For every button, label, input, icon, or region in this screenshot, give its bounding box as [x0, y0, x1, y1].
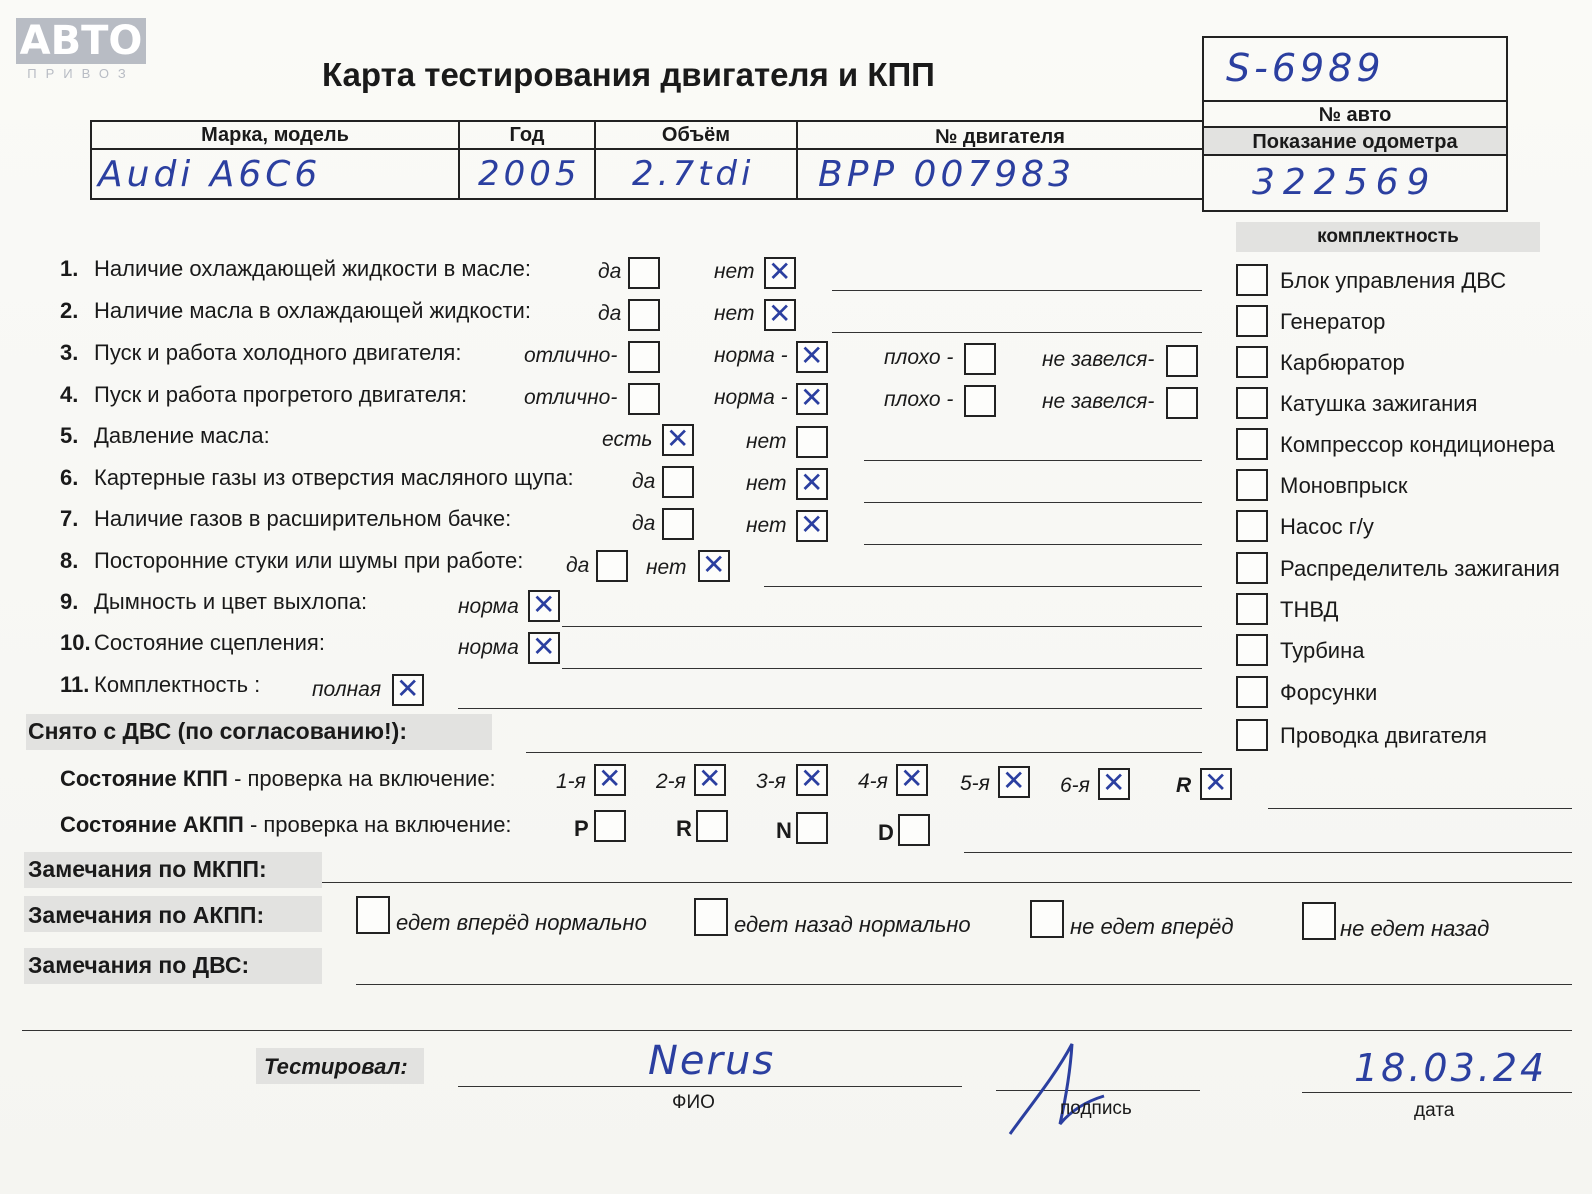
tested-label: Тестировал:: [264, 1054, 408, 1079]
row10-norma-checkbox[interactable]: [528, 632, 560, 664]
row6-net-checkbox[interactable]: [796, 468, 828, 500]
check-num-11: 11.: [60, 672, 90, 697]
volume-label: Объём: [661, 124, 731, 146]
engine-label-cell: [796, 120, 1204, 150]
row3-ploho-label: плохо -: [884, 346, 954, 369]
remarks-akpp-label: Замечания по АКПП:: [28, 902, 265, 928]
check-text-3: Пуск и работа холодного двигателя:: [94, 340, 462, 365]
row1-da-label: да: [598, 260, 622, 283]
odometer-value-cell: [1202, 154, 1508, 212]
remarks-mkpp-label: Замечания по МКПП:: [28, 856, 267, 882]
check-text-9: Дымность и цвет выхлопа:: [94, 589, 368, 614]
row3-ploho-checkbox[interactable]: [964, 343, 996, 375]
completeness-item-7: Распределитель зажигания: [1280, 556, 1560, 581]
row4-ploho-checkbox[interactable]: [964, 385, 996, 417]
row7-notes-line[interactable]: [864, 544, 1202, 545]
year-value-cell: [458, 148, 596, 200]
completeness-checkbox-11[interactable]: [1236, 719, 1268, 751]
auto-number-box: [1202, 36, 1508, 102]
row7-net-label: нет: [746, 514, 787, 537]
row5-est-checkbox[interactable]: [662, 424, 694, 456]
engine-label: № двигателя: [935, 126, 1065, 148]
row4-ploho-label: плохо -: [884, 388, 954, 411]
auto-number-value: S-6989: [1226, 46, 1385, 90]
completeness-item-8: ТНВД: [1280, 597, 1339, 622]
kpp-gear-3-checkbox[interactable]: [796, 764, 828, 796]
check-text-6: Картерные газы из отверстия масляного щупа:: [94, 465, 574, 490]
kpp-gear-4-checkbox[interactable]: [896, 764, 928, 796]
kpp-label: [60, 766, 496, 792]
row10-notes-line[interactable]: [562, 668, 1202, 669]
row11-polnaya-label: полная: [312, 678, 382, 701]
kpp-gear-1-label: 1-я: [556, 770, 586, 793]
completeness-checkbox-4[interactable]: [1236, 428, 1268, 460]
kpp-gear-1-checkbox[interactable]: [594, 764, 626, 796]
kpp-label-rest: - проверка на включение:: [227, 766, 496, 791]
completeness-checkbox-6[interactable]: [1236, 510, 1268, 542]
row8-notes-line[interactable]: [764, 586, 1202, 587]
completeness-item-9: Турбина: [1280, 638, 1365, 663]
fio-label: ФИО: [672, 1092, 715, 1113]
remarks-dvs-line-2[interactable]: [22, 1030, 1572, 1031]
kpp-gear-3-label: 3-я: [756, 770, 786, 793]
year-label-cell: [458, 120, 596, 150]
completeness-title: комплектность: [1317, 226, 1459, 247]
row8-da-label: да: [566, 554, 590, 577]
date-value: 18.03.24: [1354, 1046, 1548, 1090]
akpp-mode-r-checkbox[interactable]: [696, 810, 728, 842]
completeness-checkbox-7[interactable]: [1236, 552, 1268, 584]
odometer-label: Показание одометра: [1252, 131, 1458, 153]
page-title: Карта тестирования двигателя и КПП: [322, 56, 935, 93]
remarks-dvs-label: Замечания по ДВС:: [28, 952, 250, 978]
row4-nezavelsya-checkbox[interactable]: [1166, 387, 1198, 419]
completeness-checkbox-0[interactable]: [1236, 264, 1268, 296]
akpp-backward-ok-label: едет назад нормально: [734, 912, 971, 937]
remarks-mkpp-line[interactable]: [322, 882, 1572, 883]
check-text-11: Комплектность :: [94, 672, 261, 697]
akpp-forward-ok-label: едет вперёд нормально: [396, 910, 647, 935]
row3-norma-checkbox[interactable]: [796, 341, 828, 373]
row2-net-checkbox[interactable]: [764, 299, 796, 331]
akpp-mode-d-checkbox[interactable]: [898, 814, 930, 846]
removed-label: Снято с ДВС (по согласованию!):: [28, 718, 407, 744]
completeness-item-2: Карбюратор: [1280, 350, 1405, 375]
check-text-1: Наличие охлаждающей жидкости в масле:: [94, 256, 531, 281]
row5-net-checkbox[interactable]: [796, 426, 828, 458]
row1-net-checkbox[interactable]: [764, 257, 796, 289]
model-value: Audi A6C6: [98, 154, 322, 195]
akpp-no-forward-label: не едет вперёд: [1070, 914, 1234, 939]
akpp-no-backward-checkbox[interactable]: [1302, 902, 1336, 940]
row7-net-checkbox[interactable]: [796, 510, 828, 542]
model-label: Марка, модель: [201, 124, 349, 146]
completeness-checkbox-5[interactable]: [1236, 469, 1268, 501]
year-value: 2005: [478, 154, 581, 194]
check-num-10: 10.: [60, 630, 91, 655]
odometer-value: 322569: [1252, 162, 1438, 203]
kpp-notes-line[interactable]: [1268, 808, 1572, 809]
check-num-5: 5.: [60, 423, 79, 448]
row10-norma-label: норма: [458, 636, 519, 659]
row8-net-checkbox[interactable]: [698, 550, 730, 582]
check-text-8: Посторонние стуки или шумы при работе:: [94, 548, 524, 573]
row3-otlichno-label: отлично-: [524, 344, 618, 367]
akpp-forward-ok-checkbox[interactable]: [356, 896, 390, 934]
akpp-notes-line[interactable]: [964, 852, 1572, 853]
kpp-label-bold: Состояние КПП: [60, 766, 228, 791]
check-num-3: 3.: [60, 340, 79, 365]
volume-value: 2.7tdi: [632, 154, 755, 194]
completeness-item-3: Катушка зажигания: [1280, 391, 1478, 416]
check-num-4: 4.: [60, 382, 79, 407]
kpp-gear-5-checkbox[interactable]: [998, 766, 1030, 798]
row2-notes-line[interactable]: [832, 332, 1202, 333]
row7-da-checkbox[interactable]: [662, 508, 694, 540]
completeness-checkbox-3[interactable]: [1236, 387, 1268, 419]
kpp-gear-2-checkbox[interactable]: [694, 764, 726, 796]
akpp-mode-p-label: P: [574, 816, 589, 841]
row3-nezavelsya-label: не завелся-: [1042, 348, 1155, 371]
row4-otlichno-checkbox[interactable]: [628, 383, 660, 415]
model-value-cell: [90, 148, 460, 200]
row4-norma-checkbox[interactable]: [796, 383, 828, 415]
row1-da-checkbox[interactable]: [628, 257, 660, 289]
row3-norma-label: норма -: [714, 344, 788, 367]
check-text-5: Давление масла:: [94, 423, 270, 448]
row2-net-label: нет: [714, 302, 755, 325]
date-label: дата: [1414, 1100, 1455, 1121]
row9-norma-label: норма: [458, 595, 519, 618]
row5-net-label: нет: [746, 430, 787, 453]
row7-da-label: да: [632, 512, 656, 535]
check-text-7: Наличие газов в расширительном бачке:: [94, 506, 512, 531]
completeness-item-5: Моновпрыск: [1280, 473, 1408, 498]
akpp-no-forward-checkbox[interactable]: [1030, 900, 1064, 938]
tester-name-value: Nerus: [648, 1038, 776, 1084]
row3-otlichno-checkbox[interactable]: [628, 341, 660, 373]
odometer-label-cell: [1202, 126, 1508, 156]
completeness-item-6: Насос г/у: [1280, 514, 1374, 539]
akpp-no-backward-label: не едет назад: [1340, 916, 1490, 941]
row9-notes-line[interactable]: [562, 626, 1202, 627]
avtoprivoz-logo-sub: ПРИВОЗ: [27, 66, 135, 81]
avtoprivoz-logo: АВТО: [16, 18, 146, 64]
akpp-mode-d-label: D: [878, 820, 894, 845]
row6-da-checkbox[interactable]: [662, 466, 694, 498]
removed-notes-line[interactable]: [526, 752, 1202, 753]
signature-drawing: [1000, 1036, 1110, 1140]
row8-da-checkbox[interactable]: [596, 550, 628, 582]
completeness-item-0: Блок управления ДВС: [1280, 268, 1507, 293]
check-num-6: 6.: [60, 465, 79, 490]
row6-net-label: нет: [746, 472, 787, 495]
kpp-gear-r-checkbox[interactable]: [1200, 768, 1232, 800]
row2-da-label: да: [598, 302, 622, 325]
kpp-gear-4-label: 4-я: [858, 770, 888, 793]
kpp-gear-r-label: R: [1176, 774, 1192, 797]
row1-notes-line[interactable]: [832, 290, 1202, 291]
akpp-backward-ok-checkbox[interactable]: [694, 898, 728, 936]
row4-norma-label: норма -: [714, 386, 788, 409]
row6-notes-line[interactable]: [864, 502, 1202, 503]
volume-label-cell: [594, 120, 798, 150]
kpp-gear-6-checkbox[interactable]: [1098, 768, 1130, 800]
completeness-checkbox-9[interactable]: [1236, 634, 1268, 666]
fio-line[interactable]: [458, 1086, 962, 1087]
signature-label: подпись: [1060, 1098, 1132, 1119]
engine-value: BPP 007983: [818, 154, 1075, 195]
akpp-mode-r-label: R: [676, 816, 692, 841]
row4-nezavelsya-label: не завелся-: [1042, 390, 1155, 413]
completeness-checkbox-2[interactable]: [1236, 346, 1268, 378]
akpp-label-bold: Состояние АКПП: [60, 812, 244, 837]
akpp-mode-n-label: N: [776, 818, 792, 843]
model-label-cell: [90, 120, 460, 150]
row4-otlichno-label: отлично-: [524, 386, 618, 409]
row1-net-label: нет: [714, 260, 755, 283]
row11-polnaya-checkbox[interactable]: [392, 674, 424, 706]
akpp-mode-p-checkbox[interactable]: [594, 810, 626, 842]
check-num-8: 8.: [60, 548, 79, 573]
date-line[interactable]: [1302, 1092, 1572, 1093]
row8-net-label: нет: [646, 556, 687, 579]
remarks-dvs-line[interactable]: [356, 984, 1572, 985]
volume-value-cell: [594, 148, 798, 200]
row11-notes-line[interactable]: [458, 708, 1202, 709]
akpp-label-rest: - проверка на включение:: [243, 812, 512, 837]
completeness-checkbox-1[interactable]: [1236, 305, 1268, 337]
row5-est-label: есть: [602, 428, 653, 451]
check-text-10: Состояние сцепления:: [94, 630, 325, 655]
check-num-9: 9.: [60, 589, 79, 614]
check-text-2: Наличие масла в охлаждающей жидкости:: [94, 298, 531, 323]
row3-nezavelsya-checkbox[interactable]: [1166, 345, 1198, 377]
row6-da-label: да: [632, 470, 656, 493]
kpp-gear-6-label: 6-я: [1060, 774, 1090, 797]
auto-number-label: № авто: [1318, 104, 1392, 126]
auto-number-label-cell: [1202, 100, 1508, 128]
akpp-label: [60, 812, 512, 838]
check-num-2: 2.: [60, 298, 79, 323]
completeness-checkbox-10[interactable]: [1236, 676, 1268, 708]
check-num-7: 7.: [60, 506, 79, 531]
engine-value-cell: [796, 148, 1204, 200]
kpp-gear-2-label: 2-я: [656, 770, 686, 793]
check-text-4: Пуск и работа прогретого двигателя:: [94, 382, 468, 407]
row2-da-checkbox[interactable]: [628, 299, 660, 331]
row5-notes-line[interactable]: [864, 460, 1202, 461]
check-num-1: 1.: [60, 256, 79, 281]
completeness-item-1: Генератор: [1280, 309, 1386, 334]
completeness-item-10: Форсунки: [1280, 680, 1378, 705]
completeness-item-4: Компрессор кондиционера: [1280, 432, 1555, 457]
year-label: Год: [509, 124, 545, 146]
completeness-checkbox-8[interactable]: [1236, 593, 1268, 625]
completeness-item-11: Проводка двигателя: [1280, 723, 1487, 748]
kpp-gear-5-label: 5-я: [960, 772, 990, 795]
akpp-mode-n-checkbox[interactable]: [796, 812, 828, 844]
row9-norma-checkbox[interactable]: [528, 590, 560, 622]
